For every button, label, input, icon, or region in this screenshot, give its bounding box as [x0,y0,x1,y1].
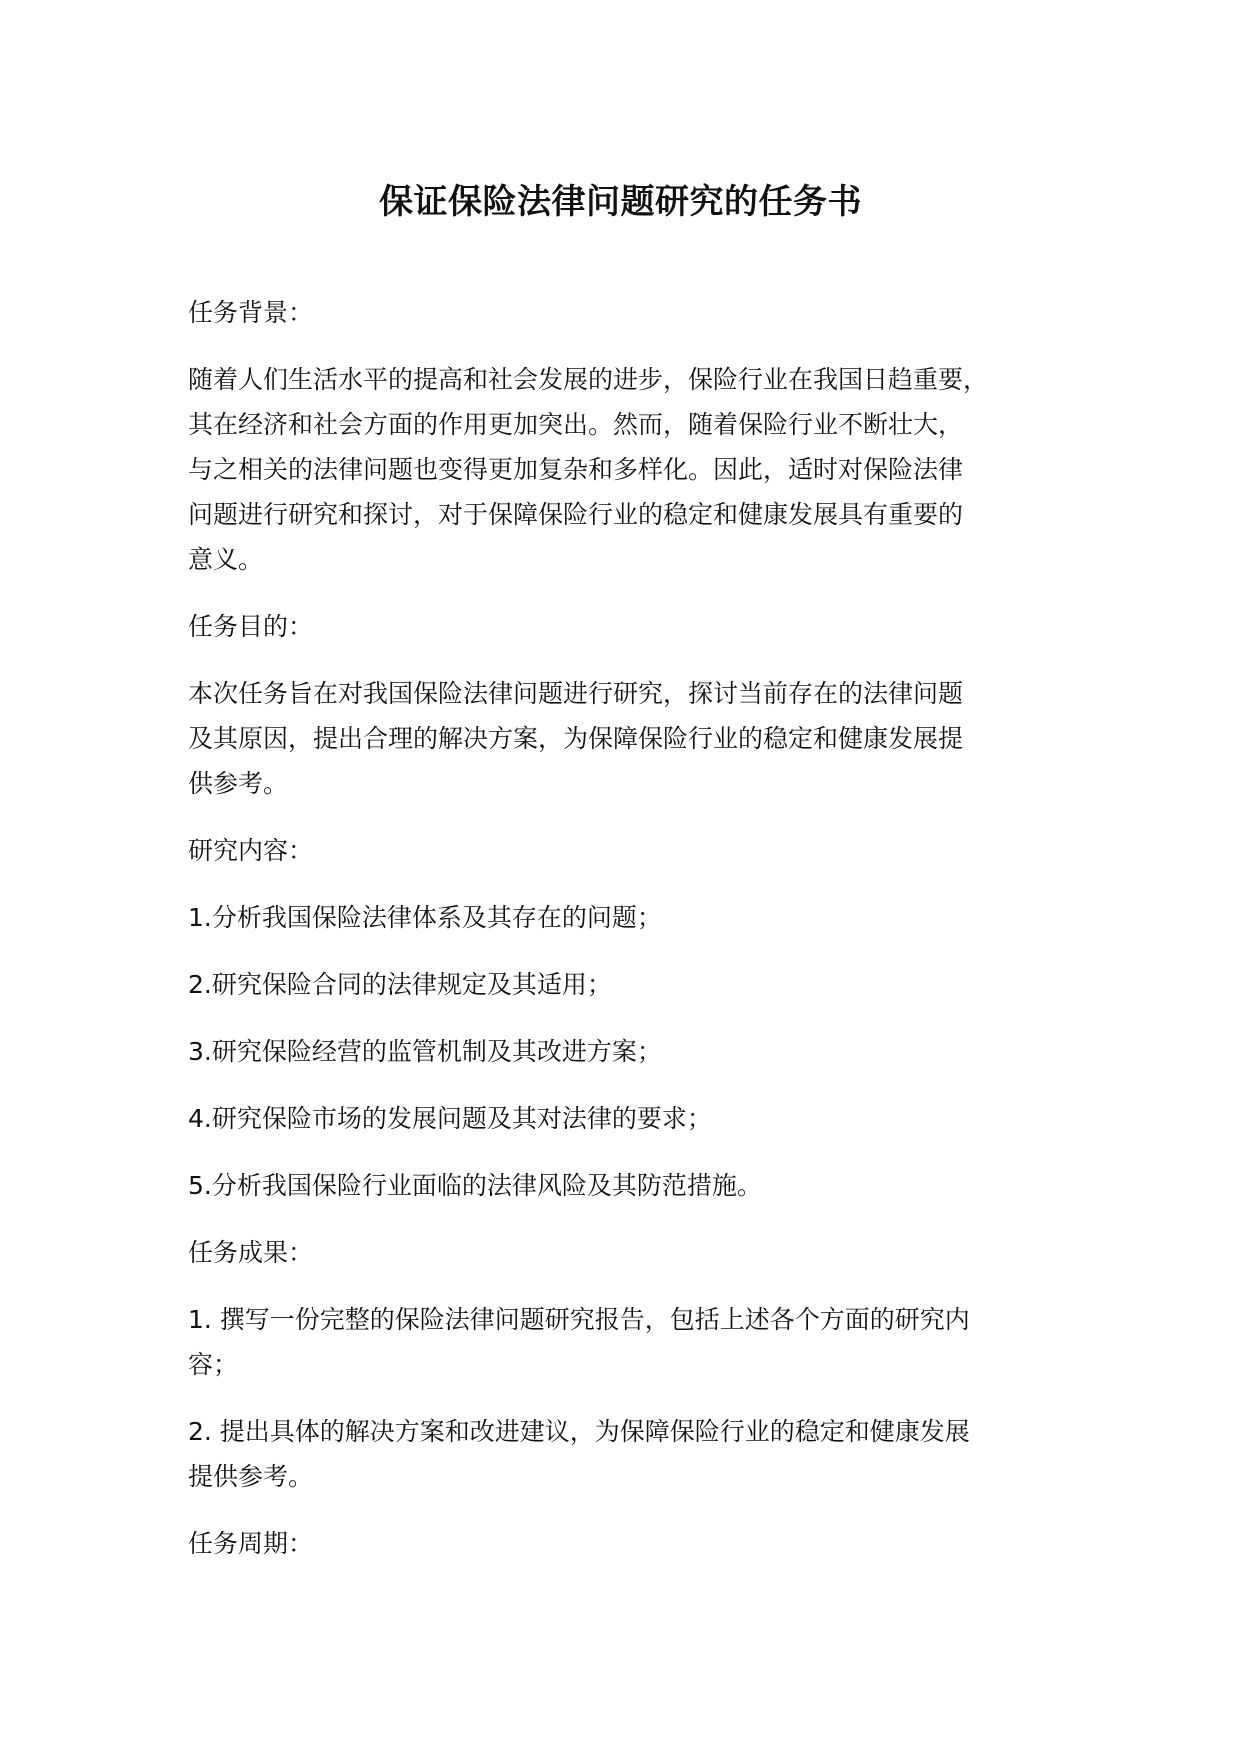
content-list-item: 1.分析我国保险法律体系及其存在的问题； [188,903,662,932]
document-title: 保证保险法律问题研究的任务书 [379,182,862,222]
content-list-item: 4.研究保险市场的发展问题及其对法律的要求； [188,1104,712,1133]
results-list-item: 1. 撰写一份完整的保险法律问题研究报告，包括上述各个方面的研究内 容； [188,1305,970,1379]
document-body [188,290,1078,1588]
content-list-item: 3.研究保险经营的监管机制及其改进方案； [188,1037,662,1066]
content-list-item: 2.研究保险合同的法律规定及其适用； [188,970,612,999]
section-heading-content: 研究内容： [188,836,314,865]
section-heading-background: 任务背景： [188,298,314,327]
purpose-paragraph: 本次任务旨在对我国保险法律问题进行研究，探讨当前存在的法律问题 及其原因，提出合理的解决方案，为保障保险行业的稳定和健康发展提 供参考。 [188,679,964,798]
section-heading-purpose: 任务目的： [188,612,314,641]
background-paragraph: 随着人们生活水平的提高和社会发展的进步，保险行业在我国日趋重要， 其在经济和社会方面的作用更加突出。然而，随着保险行业不断壮大， 与之相关的法律问题也变得更加复杂和多样化。因此，适时对保险法律 问题进行研究和探讨，对于保障保险行业的稳定和健康发展具有重要的 意义。 [188,365,989,574]
results-list-item: 2. 提出具体的解决方案和改进建议，为保障保险行业的稳定和健康发展 提供参考。 [188,1417,970,1491]
content-list-item: 5.分析我国保险行业面临的法律风险及其防范措施。 [188,1171,762,1200]
section-heading-results: 任务成果： [188,1238,314,1267]
section-heading-period: 任务周期： [188,1529,314,1558]
